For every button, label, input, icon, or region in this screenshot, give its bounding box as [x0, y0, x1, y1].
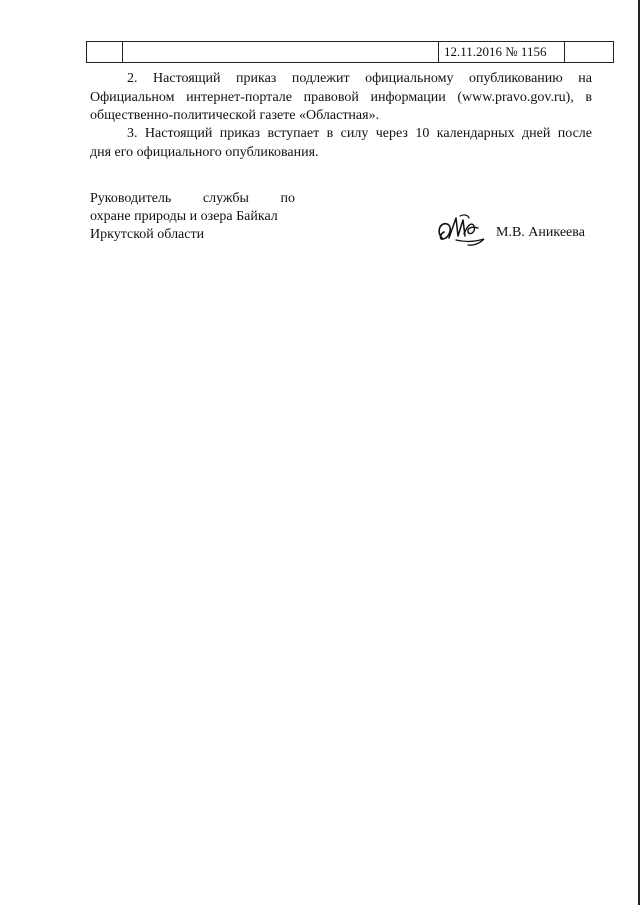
- paragraph-3-line-1: 3. Настоящий приказ вступает в силу через 10 календарных дней после: [127, 126, 592, 141]
- signatory-title-word-3: по: [280, 191, 295, 206]
- paragraph-2-line-3: общественно-политической газете «Областная».: [90, 108, 380, 123]
- signatory-title-word-2: службы: [202, 191, 249, 206]
- order-date-number: 12.11.2016 № 1156: [439, 42, 565, 62]
- header-table: [86, 41, 614, 63]
- paragraph-3-line-2: дня его официального опубликования.: [90, 144, 319, 160]
- paragraph-2: [90, 70, 592, 126]
- signatory-title-line-2: охране природы и озера Байкал: [90, 209, 278, 224]
- signatory-name: М.В. Аникеева: [496, 225, 585, 240]
- signatory-title-line-1: [90, 190, 295, 208]
- table-cell-empty-2: [123, 42, 439, 62]
- table-cell-empty-3: [565, 42, 613, 62]
- table-cell-empty-1: [87, 42, 123, 62]
- paragraph-2-line-1: 2. Настоящий приказ подлежит официальному опубликованию на: [127, 71, 592, 86]
- paragraph-2-line-2: Официальном интернет-портале правовой информации (www.pravo.gov.ru), в: [90, 89, 592, 105]
- paragraph-3: [90, 125, 592, 162]
- signatory-title-word-1: Руководитель: [90, 191, 172, 206]
- signatory-title: [90, 190, 295, 244]
- signatory-title-line-3: Иркутской области: [90, 227, 205, 242]
- handwritten-signature-icon: [434, 212, 492, 250]
